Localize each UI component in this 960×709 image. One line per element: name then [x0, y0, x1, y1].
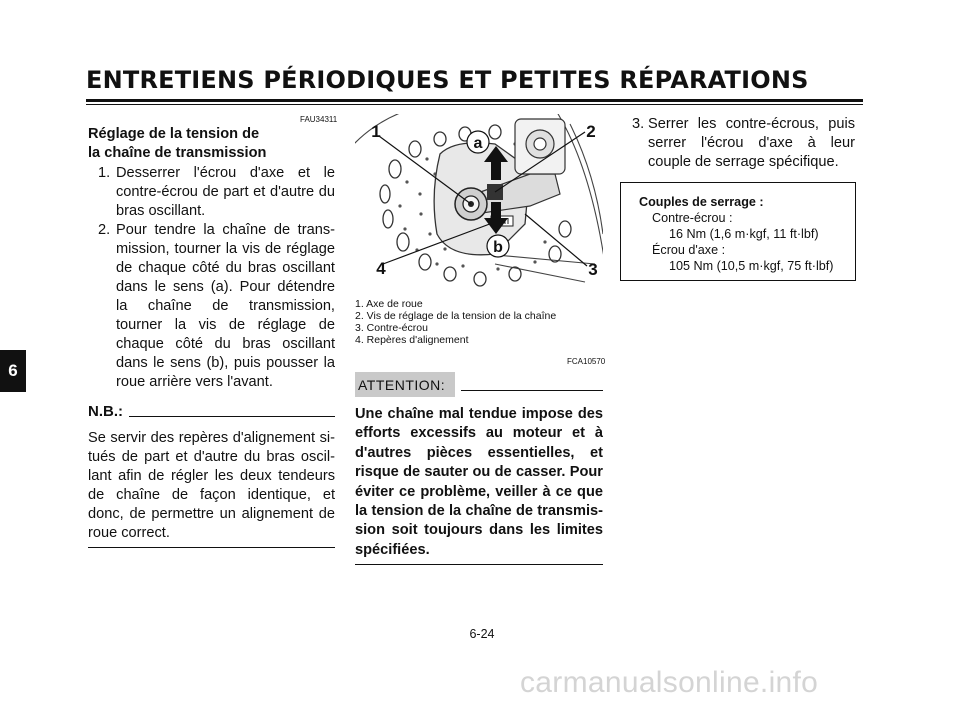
- step-number: 3.: [632, 116, 645, 132]
- step-text: Pour tendre la chaîne de trans-mission, tourner la vis de réglage de chaque côté du bras oscillant dans le sens (a). Pour détendre la chaîne de transmission, tourner la vis de réglage de chaque côté du bras oscillant dans le sens (b), puis pousser la roue arrière vers l'avant.: [116, 222, 335, 390]
- note-text: Se servir des repères d'alignement si-tués de part et d'autre du bras oscil-lant afin de régler les deux tendeurs de chaîne de façon identique, et donc, de permettre un alignement de roue correct.: [88, 430, 335, 541]
- legend-item: 1. Axe de roue: [355, 298, 423, 310]
- figure-callout-b: b: [493, 239, 503, 256]
- section-title-line2: la chaîne de transmission: [88, 145, 267, 161]
- figure-callout-2: 2: [586, 122, 596, 141]
- header-rule-thin: [86, 104, 863, 105]
- steps-list: [88, 164, 335, 392]
- chapter-tab: [0, 350, 26, 392]
- caution-block: [355, 372, 603, 565]
- caution-label: ATTENTION:: [355, 372, 455, 397]
- note-rule: [129, 416, 335, 417]
- step-item: [88, 221, 335, 392]
- step-number: 1.: [98, 165, 111, 181]
- note-header: [88, 403, 335, 421]
- caution-text: Une chaîne mal tendue impose des efforts excessifs au moteur et à d'autres pièces essentielles, et risque de sauter ou de casser. Pour éviter ce problème, veiller à ce que la tension de la chaîne de transmis-sion soit toujours dans les limites spécifiées.: [355, 406, 603, 558]
- torque-item-label: Écrou d'axe :: [652, 243, 726, 257]
- caution-rule: [461, 390, 603, 391]
- step-text: Desserrer l'écrou d'axe et le contre-écrou de part et d'autre du bras oscillant.: [116, 165, 335, 219]
- chapter-number: 6: [8, 361, 18, 380]
- torque-item-value: 105 Nm (10,5 m·kgf, 75 ft·lbf): [669, 259, 834, 273]
- torque-title: Couples de serrage :: [639, 195, 764, 209]
- section-code: FAU34311: [300, 115, 338, 124]
- caution-code: FCA10570: [567, 357, 606, 366]
- torque-item-value: 16 Nm (1,6 m·kgf, 11 ft·lbf): [669, 227, 819, 241]
- section-title: [88, 125, 335, 163]
- column-left: [88, 125, 335, 548]
- step-item: [88, 164, 335, 221]
- step-item: [622, 115, 855, 172]
- header-rule: [86, 99, 863, 102]
- legend-item: 2. Vis de réglage de la tension de la chaîne: [355, 310, 557, 322]
- figure-callout-4: 4: [376, 259, 386, 278]
- figure-legend: [355, 298, 605, 346]
- steps-list-continued: [622, 115, 855, 172]
- page-number: 6-24: [469, 627, 495, 641]
- figure-callout-a: a: [473, 135, 483, 152]
- caution-header: [355, 372, 603, 397]
- watermark: carmanualsonline.info: [520, 666, 819, 699]
- figure-callout-3: 3: [588, 260, 598, 279]
- torque-specs-box: [620, 182, 856, 281]
- torque-item-label: Contre-écrou :: [652, 211, 733, 225]
- note-label: N.B.:: [88, 403, 123, 420]
- step-text: Serrer les contre-écrous, puis serrer l'écrou d'axe à leur couple de serrage spécifique.: [648, 116, 855, 170]
- section-title-line1: Réglage de la tension de: [88, 126, 260, 142]
- legend-item: 3. Contre-écrou: [355, 322, 428, 334]
- page-header-title: ENTRETIENS PÉRIODIQUES ET PETITES RÉPARATIONS: [86, 66, 809, 94]
- caution-bottom-rule: [355, 564, 603, 565]
- chain-adjustment-figure: [355, 114, 603, 294]
- column-right: [622, 114, 855, 172]
- step-number: 2.: [98, 222, 111, 238]
- legend-item: 4. Repères d'alignement: [355, 334, 469, 346]
- note-bottom-rule: [88, 547, 335, 548]
- figure-callout-1: 1: [371, 122, 381, 141]
